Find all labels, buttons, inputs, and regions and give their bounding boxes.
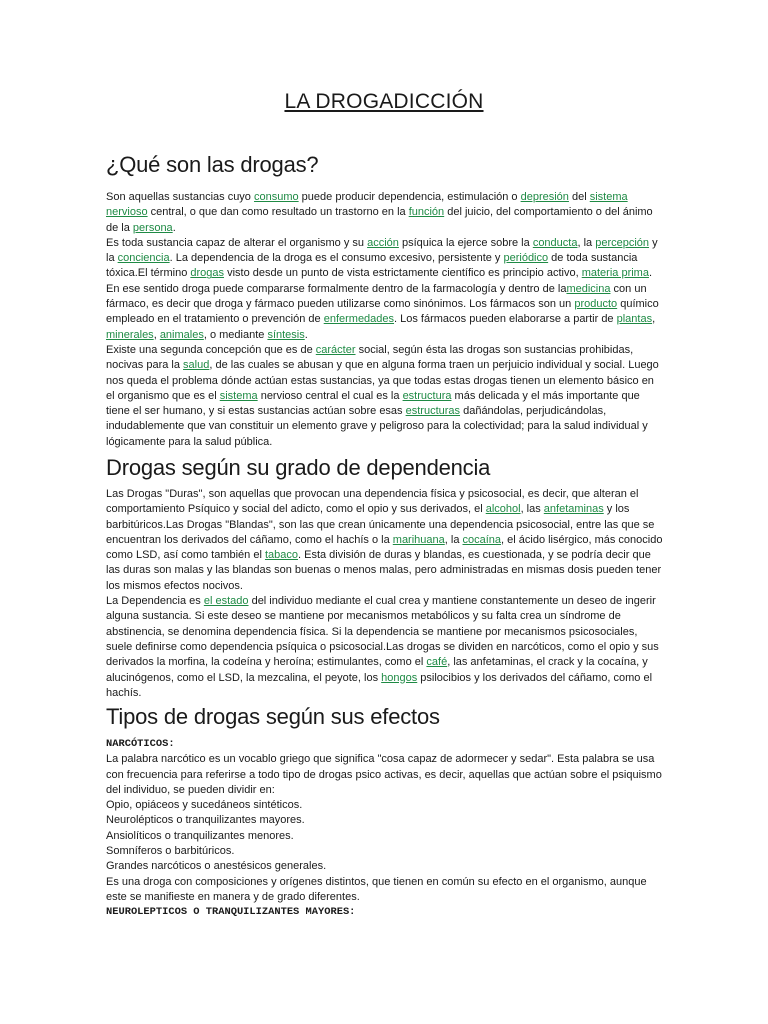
link-enfermedades[interactable]: enfermedades: [323, 313, 395, 326]
list-item: Somníferos o barbitúricos.: [106, 845, 235, 858]
link-hongos[interactable]: hongos: [381, 671, 418, 684]
link-sistema[interactable]: sistema: [219, 389, 258, 402]
link-marihuana[interactable]: marihuana: [392, 533, 445, 546]
link-consumo[interactable]: consumo: [253, 191, 299, 203]
paragraph: Existe una segunda concepción que es de carácter social, según ésta las drogas son sustancias prohibidas, nocivas para la salud, de las cuales se abusan y que en alguna forma traen un perjuicio individual y social. Luego nos queda el problema dónde actúan estas sustancias, ya que todas estas drogas tienen un elemento básico en el organismo que es el sistema nervioso central el cual es la estructura más delicada y el más importante que tiene el ser humano, y si estas sustancias actúan sobre esas estructuras dañándolas, perjudicándolas, indudablemente que van constituir un elemento grave y peligroso para la colectividad; para la salud individual y lógicamente para la salud pública.: [106, 343, 659, 448]
link-persona[interactable]: persona: [132, 221, 173, 234]
paragraph: Es toda sustancia capaz de alterar el organismo y su acción psíquica la ejerce sobre la conducta, la percepción y la conciencia. La dependencia de la droga es el consumo excesivo, persistente y periódico de toda sustancia tóxica.El término drogas visto desde un punto de vista estrictamente científico es principio activo, materia prima. En ese sentido droga puede compararse formalmente dentro de la farmacología y dentro de lamedicina con un fármaco, es decir que droga y fármaco pueden utilizarse como sinónimos. Los fármacos son un producto químico empleado en el tratamiento o prevención de enfermedades. Los fármacos pueden elaborarse a partir de plantas, minerales, animales, o mediante síntesis.: [106, 236, 659, 341]
link-minerales[interactable]: minerales: [106, 328, 154, 341]
link-sistema-nervioso[interactable]: sistema nervioso: [106, 191, 628, 219]
link-periodico[interactable]: periódico: [503, 252, 549, 265]
link-tabaco[interactable]: tabaco: [264, 549, 298, 562]
list-item: Grandes narcóticos o anestésicos generales.: [106, 860, 327, 873]
link-producto[interactable]: producto: [574, 298, 618, 311]
link-medicina[interactable]: medicina: [566, 282, 611, 295]
subheading-neurolepticos: NEUROLEPTICOS O TRANQUILIZANTES MAYORES:: [106, 906, 356, 919]
paragraph: La palabra narcótico es un vocablo griego que significa "cosa capaz de adormecer y sedar". Esta palabra se usa con frecuencia para referirse a todo tipo de drogas psico activas, es decir, aquellas que actúan sobre el psiquismo del individuo, se pueden dividir en:: [106, 753, 662, 796]
section-heading-dependencia: Drogas según su grado de dependencia: [106, 455, 491, 480]
link-plantas[interactable]: plantas: [616, 313, 653, 326]
link-sintesis[interactable]: síntesis: [267, 328, 305, 341]
paragraph: La Dependencia es el estado del individuo mediante el cual crea y mantiene constantemente un deseo de ingerir alguna sustancia. Si este deseo se mantiene por mecanismos metabólicos y su falta crea un síndrome de abstinencia, se denomina dependencia física. Si la dependencia se mantiene por mecanismos psicosociales, suele definirse como dependencia psíquica o psicosocial.Las drogas se dividen en narcóticos, como el opio y sus derivados la morfina, la codeína y heroína; estimulantes, como el café, las anfetaminas, el crack y la cocaína, y alucinógenos, como el LSD, la mezcalina, el peyote, los hongos psilocibios y los derivados del cáñamo, como el hachís.: [106, 595, 659, 699]
link-drogas[interactable]: drogas: [190, 267, 225, 280]
link-cafe[interactable]: café: [426, 656, 448, 669]
list-item: Ansiolíticos o tranquilizantes menores.: [106, 829, 294, 842]
section-heading-tipos: Tipos de drogas según sus efectos: [106, 704, 440, 729]
link-animales[interactable]: animales: [159, 328, 204, 341]
subheading-narcoticos: NARCÓTICOS:: [106, 738, 175, 750]
section-body-que-son: [106, 190, 664, 450]
link-materia-prima[interactable]: materia prima: [581, 267, 649, 280]
paragraph: Las Drogas "Duras", son aquellas que provocan una dependencia física y psicosocial, es decir, que alteran el comportamiento Psíquico y social del adicto, como el opio y sus derivados, el alcohol, las anfetaminas y los barbitúricos.Las Drogas "Blandas", son las que crean únicamente una dependencia psicosocial, entre las que se encuentran los derivados del cáñamo, como el hachís o la marihuana, la cocaína, el ácido lisérgico, más conocido como LSD, así como también el tabaco. Esta división de duras y blandas, es cuestionada, y se podría decir que las duras son malas y las blandas son buenas o menos malas, pero administradas en mismas dosis pueden tener los mismos efectos nocivos.: [106, 488, 663, 592]
paragraph: Son aquellas sustancias cuyo consumo puede producir dependencia, estimulación o depresión del sistema nervioso central, o que dan como resultado un trastorno en la función del juicio, del comportamiento o del ánimo de la persona.: [106, 191, 653, 234]
list-item: Opio, opiáceos y sucedáneos sintéticos.: [106, 799, 303, 812]
section-body-tipos: [106, 737, 664, 921]
list-item: Neurolépticos o tranquilizantes mayores.: [106, 814, 305, 827]
link-alcohol[interactable]: alcohol: [485, 503, 521, 516]
link-cocaina[interactable]: cocaína: [462, 533, 502, 546]
link-conducta[interactable]: conducta: [532, 236, 578, 249]
link-estructura[interactable]: estructura: [402, 389, 452, 402]
link-estructuras[interactable]: estructuras: [405, 405, 461, 418]
link-salud[interactable]: salud: [183, 359, 210, 372]
paragraph: Es una droga con composiciones y orígenes distintos, que tienen en común su efecto en el organismo, aunque este se manifieste en manera y de grado diferentes.: [106, 875, 647, 903]
document-title: LA DROGADICCIÓN: [284, 90, 484, 113]
link-conciencia[interactable]: conciencia: [117, 252, 170, 265]
link-funcion[interactable]: función: [408, 206, 445, 219]
link-accion[interactable]: acción: [367, 236, 399, 249]
link-percepcion[interactable]: percepción: [595, 236, 650, 249]
link-depresion[interactable]: depresión: [520, 191, 569, 203]
link-el-estado[interactable]: el estado: [203, 595, 249, 608]
section-heading-que-son: ¿Qué son las drogas?: [106, 152, 319, 177]
section-body-dependencia: [106, 487, 664, 701]
link-caracter[interactable]: carácter: [315, 343, 356, 356]
link-anfetaminas[interactable]: anfetaminas: [543, 503, 604, 516]
